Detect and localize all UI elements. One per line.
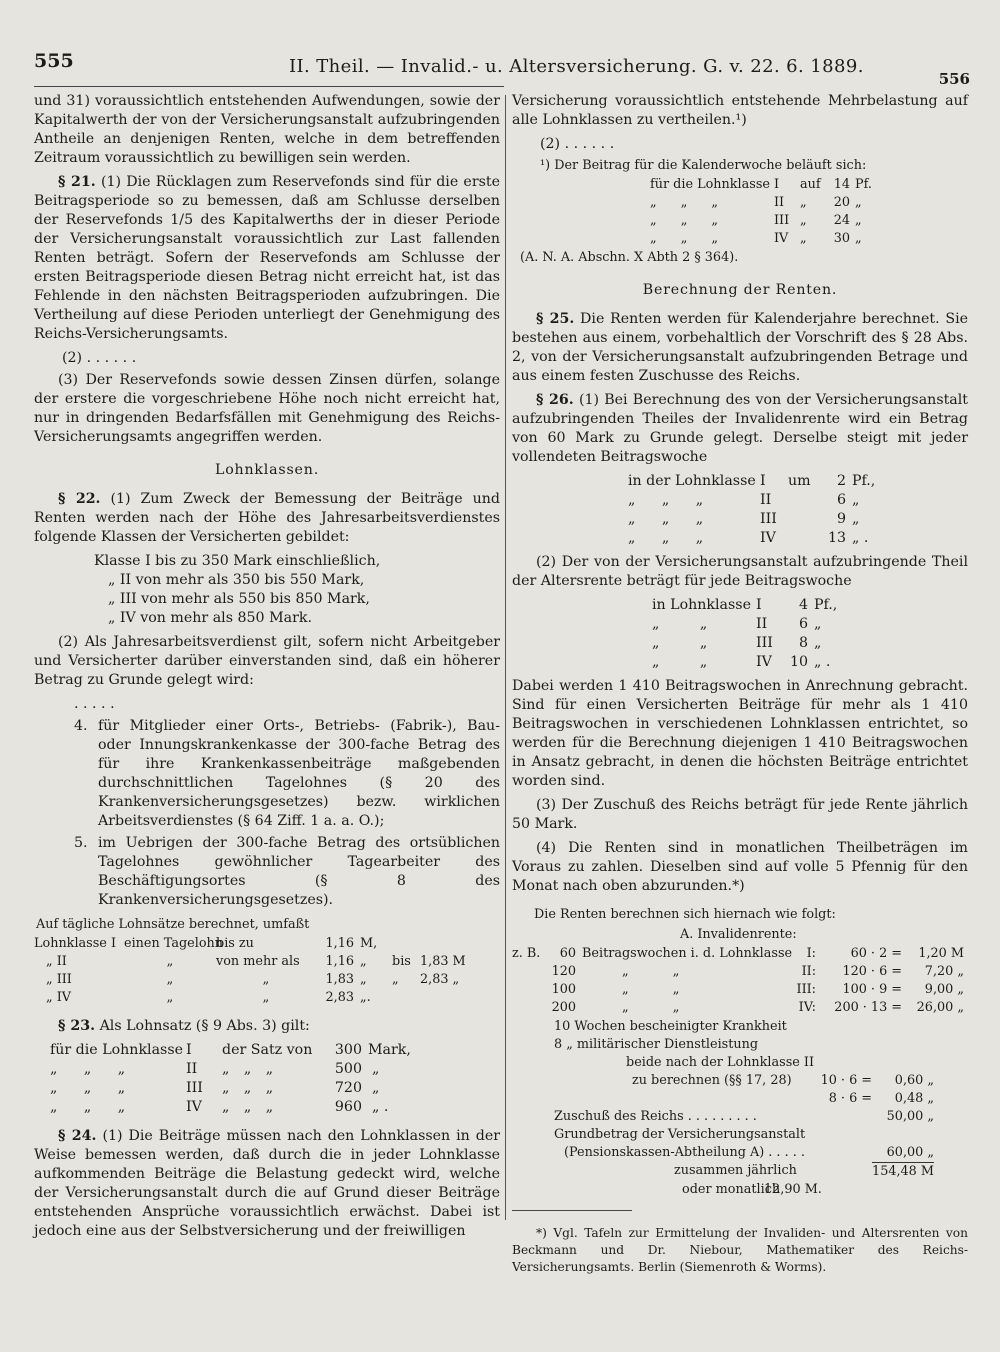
right-column bbox=[512, 92, 968, 1199]
paragraph: (3) Der Zuschuß des Reichs beträgt für jede Rente jährlich 50 Mark. bbox=[512, 797, 968, 832]
table-row bbox=[650, 212, 968, 230]
table-cell: Beitragswochen i. d. Lohnklasse bbox=[582, 946, 793, 961]
section-text: (1) Bei Berechnung des von der Versicherungsanstalt aufzubringenden Theiles der Invalidenrente wird ein Betrag von 60 Mark zu Grunde gelegt. Derselbe steigt mit jeder vollendeten Beitragswoche bbox=[512, 392, 968, 465]
table-cell: in der Lohnklasse bbox=[628, 473, 756, 489]
table-cell: „ „ „ bbox=[222, 1099, 274, 1115]
table-cell: 1,83 M bbox=[420, 954, 466, 969]
table-row bbox=[34, 971, 500, 989]
table-cell: 20 bbox=[833, 195, 850, 210]
table-row bbox=[650, 230, 968, 248]
table-cell: 8 · 6 = bbox=[828, 1091, 872, 1106]
table-cell: für die Lohnklasse bbox=[650, 177, 770, 192]
table-cell: 500 bbox=[334, 1061, 362, 1077]
running-header bbox=[34, 50, 970, 88]
table-cell: 2 bbox=[836, 473, 846, 489]
item-text: im Uebrigen der 300-fache Betrag des ortsüblichen Tagelohnes gewöhnlicher Tagearbeiter des Beschäftigungsortes (§ 8 des Krankenversicherungsgesetzes). bbox=[98, 835, 500, 908]
table-cell: Pf. bbox=[855, 177, 872, 192]
table-cell: „ „ „ bbox=[222, 1080, 274, 1096]
section-text: (1) Zum Zweck der Bemessung der Beiträge und Renten werden nach der Höhe des Jahresarbeitsverdienstes folgende Klassen der Versicherten gebildet: bbox=[34, 491, 500, 545]
header-rule bbox=[34, 86, 504, 87]
table-cell bbox=[512, 999, 546, 1017]
table-cell: „ „ „ bbox=[50, 1061, 126, 1077]
table-cell: 24 bbox=[833, 213, 850, 228]
table-cell: „ bbox=[166, 954, 174, 969]
list-item: Klasse I bis zu 350 Mark einschließlich, bbox=[94, 553, 381, 569]
table-cell: II bbox=[186, 1061, 198, 1077]
table-cell: Lohnklasse I bbox=[34, 936, 116, 951]
table-row bbox=[650, 194, 968, 212]
table-cell: „ bbox=[800, 213, 807, 228]
table-row bbox=[34, 989, 500, 1007]
paragraph: und 31) voraussichtlich entstehenden Aufwendungen, sowie der Kapitalwerth der von der Versicherungsanstalt aufzubringenden Antheile an denjenigen Renten, welche in dem betreffenden Zeitraum voraussichtlich zu bewilligen sein werden. bbox=[34, 93, 500, 166]
table-cell: 200 bbox=[551, 1000, 576, 1015]
table-cell: „ „ bbox=[622, 1000, 680, 1015]
table-cell: 26,00 „ bbox=[916, 1000, 964, 1015]
table-row bbox=[652, 634, 968, 653]
table-cell: 8 bbox=[798, 635, 808, 651]
table-cell: I: bbox=[806, 946, 816, 961]
table-cell: „ II bbox=[46, 954, 67, 969]
section-number: § 24. bbox=[58, 1128, 97, 1144]
table-row bbox=[34, 935, 500, 953]
table-cell: „ bbox=[262, 972, 270, 987]
table-cell: „ „ „ bbox=[650, 213, 719, 228]
section-21 bbox=[34, 173, 500, 344]
table-cell: 100 · 9 = bbox=[842, 982, 902, 997]
table-cell: 0,60 „ bbox=[894, 1073, 934, 1088]
table-row bbox=[628, 529, 968, 548]
table-cell: 10 · 6 = bbox=[820, 1073, 872, 1088]
alters-table bbox=[652, 596, 968, 672]
table-cell: 12,90 M. bbox=[764, 1182, 822, 1197]
table-cell: Pf., bbox=[814, 597, 838, 613]
list-item: „ II von mehr als 350 bis 550 Mark, bbox=[108, 572, 365, 588]
table-row bbox=[628, 472, 968, 491]
table-cell: „ bbox=[392, 972, 399, 987]
paragraph: Dabei werden 1 410 Beitragswochen in Anrechnung gebracht. Sind für einen Versicherten Beiträge für mehr als 1 410 Beitragswochen in verschiedenen Lohnklassen entrichtet, so werden für die Berechnung diejenigen 1 410 Beitragswochen in Ansatz gebracht, in denen die höchsten Beiträge entrichtet worden sind. bbox=[512, 678, 968, 789]
table-cell: zusammen jährlich bbox=[674, 1163, 797, 1178]
table-row bbox=[650, 176, 968, 194]
calc-subheading: A. Invalidenrente: bbox=[680, 927, 797, 942]
table-cell: für die Lohnklasse bbox=[50, 1042, 183, 1058]
list-item: „ IV von mehr als 850 Mark. bbox=[108, 610, 312, 626]
item-text: für Mitglieder einer Orts-, Betriebs- (Fabrik-), Bau- oder Innungskrankenkasse der 300-fache Betrag des für ihre Krankenkassenbeiträge maßgebenden durchschnittlichen Tagelohnes (§ 20 des Krankenversicherungsgesetzes) bezw. wirklichen Arbeitsverdienstes (§ 64 Ziff. 1 a. a. O.); bbox=[98, 718, 500, 829]
table-cell: IV bbox=[774, 231, 789, 246]
note-1: ¹) Der Beitrag für die Kalenderwoche beläuft sich: bbox=[540, 158, 867, 173]
section-24 bbox=[34, 1127, 500, 1241]
header-title: II. Theil. — Invalid.- u. Altersversicherung. G. v. 22. 6. 1889. bbox=[289, 56, 864, 77]
section-22 bbox=[34, 490, 500, 547]
table-cell: M, bbox=[360, 936, 378, 951]
table-cell: Zuschuß des Reichs . . . . . . . . . bbox=[554, 1109, 757, 1124]
table-cell: oder monatlich bbox=[682, 1182, 781, 1197]
table-row bbox=[554, 1181, 968, 1199]
table-row bbox=[34, 953, 500, 971]
table-cell: 6 bbox=[836, 492, 846, 508]
table-cell: 0,48 „ bbox=[894, 1091, 934, 1106]
table-cell: „ „ bbox=[652, 654, 708, 670]
sum-value: 154,48 M bbox=[872, 1164, 934, 1179]
table-row bbox=[554, 1108, 968, 1126]
table-cell: in Lohnklasse bbox=[652, 597, 751, 613]
table-cell bbox=[512, 963, 546, 981]
table-cell: I bbox=[774, 177, 780, 192]
table-cell: 13 bbox=[827, 530, 846, 546]
table-cell: 1,16 bbox=[325, 936, 354, 951]
table-cell: zu berechnen (§§ 17, 28) bbox=[632, 1073, 792, 1088]
table-cell: „ bbox=[855, 231, 862, 246]
table-cell: „ „ „ bbox=[50, 1080, 126, 1096]
table-cell bbox=[512, 981, 546, 999]
footnote-rule bbox=[512, 1210, 632, 1211]
table-cell: „ „ „ bbox=[650, 231, 719, 246]
table-row bbox=[512, 945, 968, 963]
table-cell: 6 bbox=[798, 616, 808, 632]
calc-table bbox=[512, 945, 968, 1017]
klassen-list bbox=[94, 552, 500, 628]
table-cell: „ „ bbox=[652, 635, 708, 651]
list-item-4 bbox=[74, 717, 500, 831]
table-cell: III bbox=[774, 213, 790, 228]
heading-berechnung: Berechnung der Renten. bbox=[642, 282, 838, 298]
table-cell: II bbox=[760, 492, 772, 508]
table-cell: z. B. bbox=[512, 946, 541, 961]
tagelohn-table bbox=[34, 935, 500, 1007]
table-cell: „ . bbox=[372, 1099, 389, 1115]
note-reference: (A. N. A. Abschn. X Abth 2 § 364). bbox=[520, 250, 739, 265]
table-cell: II: bbox=[801, 964, 816, 979]
section-25 bbox=[512, 310, 968, 386]
table-cell: auf bbox=[800, 177, 821, 192]
table-cell: „ „ „ bbox=[628, 511, 704, 527]
table-cell: IV: bbox=[798, 1000, 816, 1015]
section-number: § 25. bbox=[536, 311, 575, 327]
table-row bbox=[512, 963, 968, 981]
section-number: § 23. bbox=[58, 1018, 96, 1034]
table-cell: „ bbox=[360, 954, 367, 969]
table-cell: II bbox=[774, 195, 785, 210]
table-cell: „ III bbox=[46, 972, 72, 987]
paragraph: (2) Als Jahresarbeitsverdienst gilt, sofern nicht Arbeitgeber und Versicherter darüber einverstanden sind, daß ein höherer Betrag zu Grunde gelegt wird: bbox=[34, 634, 500, 688]
table-cell: „ bbox=[814, 635, 822, 651]
table-cell: II bbox=[756, 616, 768, 632]
page-number-left: 555 bbox=[34, 50, 74, 72]
table-cell: 1,83 bbox=[325, 972, 354, 987]
table-cell: 1,20 M bbox=[918, 946, 964, 961]
table-cell: 9,00 „ bbox=[924, 982, 964, 997]
table-cell: IV bbox=[760, 530, 776, 546]
table-cell: der Satz von bbox=[222, 1042, 313, 1058]
table-cell: Pf., bbox=[852, 473, 876, 489]
table-row bbox=[50, 1079, 500, 1098]
table-cell: 60 bbox=[559, 946, 576, 961]
table-cell: „ „ „ bbox=[222, 1061, 274, 1077]
section-23 bbox=[34, 1017, 500, 1036]
table-cell: I bbox=[186, 1042, 192, 1058]
section-text: (1) Die Beiträge müssen nach den Lohnklassen in der Weise bemessen werden, daß durch die in jeder Lohnklasse aufkommenden Beiträge die Belastung gedeckt wird, welche der Versicherungsanstalt durch die auf Grund dieser Beiträge entstehenden Ansprüche voraussichtlich erwächst. Dabei ist jedoch eine aus der Selbstversicherung und der freiwilligen bbox=[34, 1128, 501, 1239]
footnote bbox=[512, 1210, 968, 1281]
table-cell: 7,20 „ bbox=[924, 964, 964, 979]
table-cell: 120 bbox=[551, 964, 576, 979]
text-line: 10 Wochen bescheinigter Krankheit bbox=[554, 1019, 787, 1034]
table-row bbox=[652, 653, 968, 672]
page-number-right: 556 bbox=[938, 70, 970, 88]
table-row bbox=[554, 1072, 968, 1090]
column-separator bbox=[505, 95, 506, 1220]
section-text: (1) Die Rücklagen zum Reservefonds sind für die erste Beitragsperiode so zu bemessen, daß am Schlusse derselben der Reservefonds 1/5 des Kapitalwerths der in dieser Periode der Versicherungsanstalt voraussichtlich zur Last fallenden Renten beträgt. Sofern der Reservefonds am Schlusse der ersten Beitragsperiode diesen Betrag nicht erreicht hat, ist das Fehlende in den nächsten Beitragsperioden aufzubringen. Die Vertheilung auf diese Perioden unterliegt der Genehmigung des Reichs-Versicherungsamts. bbox=[34, 174, 500, 342]
tagelohn-heading: Auf tägliche Lohnsätze berechnet, umfaßt bbox=[36, 917, 310, 932]
table-cell: bis zu bbox=[216, 936, 254, 951]
table-cell: 2,83 „ bbox=[420, 972, 460, 987]
table-cell: „ „ „ bbox=[628, 492, 704, 508]
heading-lohnklassen: Lohnklassen. bbox=[214, 462, 320, 478]
text-line: Grundbetrag der Versicherungsanstalt bbox=[554, 1127, 806, 1142]
lohnsatz-table bbox=[50, 1041, 500, 1117]
text-line: beide nach der Lohnklasse II bbox=[626, 1055, 815, 1070]
paragraph: (4) Die Renten sind in monatlichen Theilbeträgen im Voraus zu zahlen. Dieselben sind auf volle 5 Pfennig für den Monat nach oben abzurunden.*) bbox=[512, 840, 968, 894]
paragraph: Versicherung voraussichtlich entstehende Mehrbelastung auf alle Lohnklassen zu vertheilen.¹) bbox=[512, 93, 968, 128]
table-cell: 960 bbox=[334, 1099, 362, 1115]
table-cell: I bbox=[756, 597, 762, 613]
section-26 bbox=[512, 391, 968, 467]
table-row bbox=[554, 1144, 968, 1162]
item-number: 4. bbox=[74, 718, 88, 734]
table-cell: 14 bbox=[833, 177, 850, 192]
table-row bbox=[512, 999, 968, 1017]
calc-heading: Die Renten berechnen sich hiernach wie folgt: bbox=[534, 907, 836, 922]
table-row bbox=[50, 1041, 500, 1060]
table-cell bbox=[788, 491, 824, 510]
table-cell: „ bbox=[855, 213, 862, 228]
table-cell: 200 · 13 = bbox=[834, 1000, 902, 1015]
table-cell: 9 bbox=[836, 511, 846, 527]
footnote-text: *) Vgl. Tafeln zur Ermittelung der Invaliden- und Altersrenten von Beckmann und Dr. Niebour, Mathematiker des Reichs-Versicherungsamts. Berlin (Siemenroth & Worms). bbox=[512, 1226, 968, 1274]
table-row bbox=[652, 596, 968, 615]
table-cell: Mark, bbox=[368, 1042, 411, 1058]
table-row bbox=[512, 981, 968, 999]
table-cell: 60,00 „ bbox=[886, 1145, 934, 1160]
krankheit-lines bbox=[554, 1018, 968, 1199]
omission-dots: . . . . . bbox=[74, 696, 115, 712]
section-number: § 22. bbox=[58, 491, 101, 507]
list-item-5 bbox=[74, 834, 500, 910]
table-cell: „ bbox=[814, 616, 822, 632]
omission-dots: (2) . . . . . . bbox=[62, 350, 137, 366]
table-cell: 30 bbox=[833, 231, 850, 246]
table-cell: „ . bbox=[814, 654, 831, 670]
table-cell: III bbox=[756, 635, 773, 651]
table-cell: „ bbox=[360, 972, 367, 987]
table-cell: 10 bbox=[789, 654, 808, 670]
table-cell: um bbox=[788, 473, 811, 489]
table-row bbox=[628, 491, 968, 510]
table-cell: „ bbox=[852, 492, 860, 508]
table-cell: IV bbox=[756, 654, 772, 670]
table-cell: „ „ bbox=[622, 982, 680, 997]
table-cell: von mehr als bbox=[216, 954, 300, 969]
section-text: Als Lohnsatz (§ 9 Abs. 3) gilt: bbox=[99, 1018, 310, 1034]
table-row bbox=[628, 510, 968, 529]
table-cell: „ bbox=[800, 195, 807, 210]
table-cell: 50,00 „ bbox=[886, 1109, 934, 1124]
table-cell: „ bbox=[372, 1061, 380, 1077]
table-cell: „ bbox=[372, 1080, 380, 1096]
table-cell: III: bbox=[796, 982, 816, 997]
table-cell: 2,83 bbox=[325, 990, 354, 1005]
section-number: § 26. bbox=[536, 392, 574, 408]
table-cell: „ . bbox=[852, 530, 869, 546]
table-cell: „ bbox=[262, 990, 270, 1005]
paragraph: (2) Der von der Versicherungsanstalt aufzubringende Theil der Altersrente beträgt für jede Beitragswoche bbox=[512, 554, 968, 589]
omission-dots: (2) . . . . . . bbox=[540, 136, 615, 152]
table-row bbox=[554, 1090, 968, 1108]
table-cell: „ bbox=[800, 231, 807, 246]
table-cell: „ „ „ bbox=[628, 530, 704, 546]
table-cell: 4 bbox=[798, 597, 808, 613]
table-cell: „ bbox=[166, 990, 174, 1005]
table-cell: 100 bbox=[551, 982, 576, 997]
table-cell: einen Tagelohn bbox=[124, 936, 224, 951]
table-cell: „ „ „ bbox=[50, 1099, 126, 1115]
item-number: 5. bbox=[74, 835, 88, 851]
section-text: Die Renten werden für Kalenderjahre berechnet. Sie bestehen aus einem, vorbehaltlich der Vorschrift des § 28 Abs. 2, von der Versicherungsanstalt aufzubringenden Betrage und aus einem festen Zuschusse des Reichs. bbox=[512, 311, 969, 384]
text-line: 8 „ militärischer Dienstleistung bbox=[554, 1037, 759, 1052]
table-cell: I bbox=[760, 473, 766, 489]
steigerung-table bbox=[628, 472, 968, 548]
table-cell: „ „ bbox=[652, 616, 708, 632]
table-cell: „. bbox=[360, 990, 371, 1005]
paragraph: (3) Der Reservefonds sowie dessen Zinsen dürfen, solange der erstere die vorgeschriebene Höhe noch nicht erreicht hat, nur in dringenden Bedarfsfällen mit Genehmigung des Reichs-Versicherungsamts angegriffen werden. bbox=[34, 372, 500, 445]
section-number: § 21. bbox=[58, 174, 96, 190]
table-row bbox=[50, 1060, 500, 1079]
table-cell: III bbox=[760, 511, 777, 527]
table-cell: 1,16 bbox=[325, 954, 354, 969]
table-cell: 120 · 6 = bbox=[842, 964, 902, 979]
table-cell: (Pensionskassen-Abtheilung A) . . . . . bbox=[564, 1145, 805, 1160]
table-cell: bis bbox=[392, 954, 411, 969]
beitrag-table bbox=[650, 176, 968, 248]
table-cell: 300 bbox=[334, 1042, 362, 1058]
table-cell: 60 · 2 = bbox=[850, 946, 902, 961]
table-row bbox=[554, 1162, 968, 1181]
table-cell: 720 bbox=[334, 1080, 362, 1096]
table-cell: „ „ bbox=[622, 964, 680, 979]
table-row bbox=[652, 615, 968, 634]
left-column bbox=[34, 92, 500, 1246]
table-cell: „ „ „ bbox=[650, 195, 719, 210]
table-cell: „ bbox=[855, 195, 862, 210]
list-item: „ III von mehr als 550 bis 850 Mark, bbox=[108, 591, 370, 607]
table-cell bbox=[788, 510, 824, 529]
table-cell bbox=[788, 529, 824, 548]
table-cell: „ IV bbox=[46, 990, 71, 1005]
table-cell: „ bbox=[852, 511, 860, 527]
table-row bbox=[50, 1098, 500, 1117]
table-cell: „ bbox=[166, 972, 174, 987]
table-cell: IV bbox=[186, 1099, 202, 1115]
table-cell: III bbox=[186, 1080, 203, 1096]
